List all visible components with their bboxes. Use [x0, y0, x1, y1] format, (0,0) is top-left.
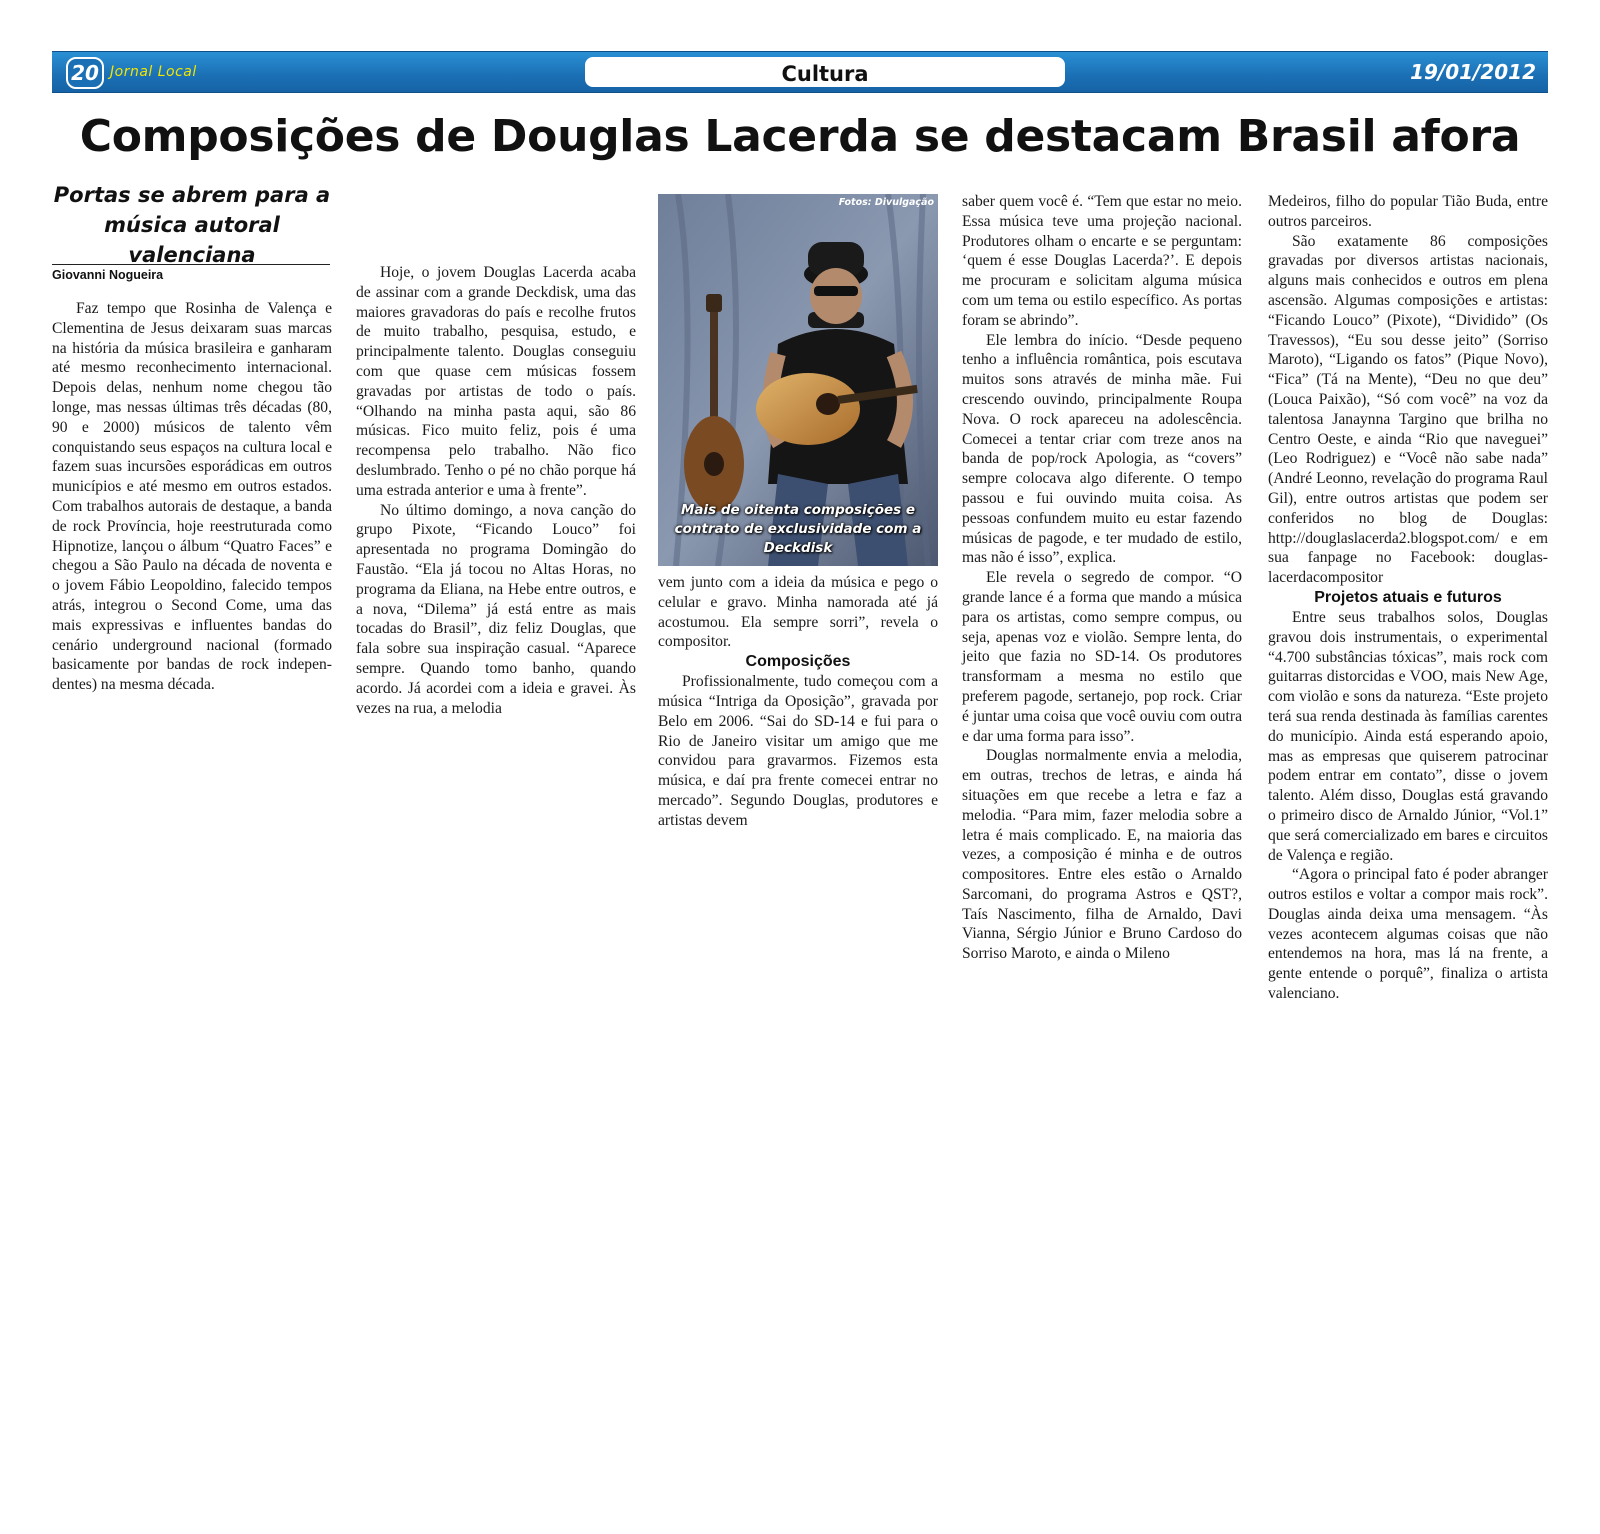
article-photo [658, 194, 938, 566]
paragraph: vem junto com a ideia da música e pego o celular e gravo. Minha namorada até já acostumou. Ela sempre sorri”, revela o compositor. [658, 574, 938, 651]
paragraph: São exatamente 86 composições gravadas por diversos artistas nacionais, alguns mais conhecidos e outros em plena ascensão. Algumas composições e artistas: “Ficando Louco” (Pixote), “Dividido” (Os Travessos), “Eu sou desse jeito” (Sorriso Maroto), “Ligando os fatos” (Pique Novo), “Fica” (Tá na Mente), “Deu no que deu” (Louca Paixão), “Só com você” na voz da talentosa Janaynna Targino que brilha no Centro Oeste, e ainda “Rio que naveguei” (Leo Rodriguez) e “Você não sabe nada” (André Leonno, revelação do programa Raul Gil), entre outros artistas que podem ser conferidos no blog de Douglas: http://douglaslacerda2.blogspot.com/ e em sua fanpage no Facebook: douglaslacerdacompositor [1268, 232, 1548, 587]
paragraph: saber quem você é. “Tem que estar no meio. Essa música teve uma projeção nacional. Produtores olham o encarte e se perguntam: ‘quem é esse Douglas Lacerda?’. E depois me procuram e solicitam alguma música com um tema ou estilo específico. As portas foram se abrindo”. [962, 193, 1242, 329]
article-column-1 [52, 299, 332, 695]
article-column-5 [1268, 192, 1548, 1004]
page-number: 20 [66, 57, 104, 89]
byline-divider [52, 264, 330, 265]
paragraph: Ele revela o segredo de compor. “O grande lance é a forma que mando a música para os artistas, como sempre compus, ou seja, apenas voz e violão. Sempre lenta, do jeito que fazia no SD-14. Os produtores transformam a mesma no estilo que preferem pagode, sertanejo, pop rock. Criar é juntar uma coisa que você ouviu com outra e dar uma forma para isso”. [962, 569, 1242, 745]
paragraph: Douglas normalmente envia a melodia, em outras, trechos de letras, e ainda há situações em que recebe a letra e faz a melodia. “Para mim, fazer melodia sobre a letra é mais complicado. E, na maioria das vezes, a composição é minha e de outros compositores. Entre eles estão o Arnaldo Sarcomani, do programa Astros e QST?, Taís Nascimento, filha de Arnaldo, Davi Vianna, Sérgio Júnior e Bruno Cardoso do Sorriso Maroto, e ainda o Mileno [962, 747, 1242, 963]
issue-date: 19/01/2012 [1410, 60, 1536, 84]
paragraph: Medeiros, filho do popular Tião Buda, entre outros parceiros. [1268, 193, 1548, 230]
paragraph: Hoje, o jovem Douglas Lacerda acaba de assinar com a grande Deckdisk, uma das maiores gravadoras do país e recolhe frutos de muito trabalho, pesquisa, estudo, e principalmente talento. Douglas conseguiu com que quase cem músicas fossem gravadas por artistas de todo o país. “Olhando na minha pasta aqui, são 86 músicas. Fico muito feliz, pois é uma recompensa pelo trabalho. Não fico deslumbrado. Tenho o pé no chão porque há uma estrada anterior e uma à frente”. [356, 264, 636, 499]
article-headline: Composições de Douglas Lacerda se destacam Brasil afora [79, 111, 1521, 162]
paragraph: Faz tempo que Rosinha de Valença e Clementina de Jesus deixaram suas marcas na história da música brasileira e ganharam até mesmo reconhecimento internacional. Depois delas, nenhum nome chegou tão longe, mas nessas últimas três décadas (80, 90 e 2000) músicos de talento vêm conquistando seus espaços na cultura local e fazem suas incursões esporádicas em outros municípios e até mesmo em outros estados. Com trabalhos autorais de destaque, a banda de rock Província, hoje reestruturada como Hipnotize, lançou o álbum “Quatro Faces” e chegou a São Paulo na década de noventa e o jovem Fábio Leopoldino, falecido tempos atrás, integrou o Second Come, uma das mais expressivas e influentes bandas do cenário underground nacional (formado basicamente por bandas de rock independentes) na mesma década. [52, 300, 332, 694]
article-byline: Giovanni Nogueira [52, 268, 164, 282]
article-column-4 [962, 192, 1242, 964]
subsection-heading-composicoes: Composições [745, 653, 851, 671]
subsection-heading-projetos: Projetos atuais e futuros [1314, 588, 1502, 606]
paragraph: No último domingo, a nova canção do grupo Pixote, “Ficando Louco” foi apresentada no programa Domingão do Faustão. “Ela já tocou no Altas Horas, no programa da Eliana, na Hebe entre outros, e a nova, “Dilema” já está entre as mais tocadas do Brasil”, diz feliz Douglas, que fala sobre sua inspiração casual. “Aparece sempre. Quando tomo banho, quando acordo. Já acordei com a ideia e gravei. Às vezes na rua, a melodia [356, 501, 636, 717]
newspaper-name: Jornal Local [110, 64, 197, 80]
article-subheadline: Portas se abrem para a música autoral valenciana [53, 183, 331, 267]
newspaper-header-bar [52, 51, 1548, 93]
article-column-3 [658, 573, 938, 831]
photo-credit: Fotos: Divulgação [838, 197, 934, 208]
paragraph: Profissionalmente, tudo começou com a música “Intriga da Oposição”, gravada por Belo em 2006. “Sai do SD-14 e fui para o Rio de Janeiro visitar um amigo que me convidou para gravarmos. Fizemos esta música, e daí pra frente comecei entrar no mercado”. Segundo Douglas, produtores e artistas devem [658, 673, 938, 829]
paragraph: “Agora o principal fato é poder abranger outros estilos e voltar a compor mais rock”. Douglas ainda deixa uma mensagem. “Às vezes acontecem algumas coisas que não entendemos na hora, mas lá na frente, a gente entende o porquê”, finaliza o artista valenciano. [1268, 866, 1548, 1003]
section-title: Cultura [585, 57, 1065, 87]
paragraph: Ele lembra do início. “Desde pequeno tenho a influência romântica, pois escutava muitos sons através de minha mãe. Fui crescendo ouvindo, principalmente Roupa Nova. O rock apareceu na adolescência. Comecei a tentar criar com treze anos na banda de pop/rock Apologia, as “covers” sempre colocava algo diferente. O tempo passou e fui ouvindo muita coisa. As pessoas confundem muito eu estar fazendo músicas de pagode, e ter mudado de estilo, mas não é isso”, explica. [962, 331, 1242, 567]
photo-caption: Mais de oitenta composições e contrato de exclusividade com a Deckdisk [674, 502, 922, 556]
article-column-2 [356, 263, 636, 718]
paragraph: Entre seus trabalhos solos, Douglas gravou dois instrumentais, o experimental “4.700 substâncias tóxicas”, mais rock com guitarras distorcidas e VOO, mais New Age, com violão e sons da natureza. “Este projeto terá sua renda destinada às famílias carentes do município. Ainda está esperando apoio, mas as empresas que quiserem patrocinar podem entrar em contato”, disse o jovem talento. Além disso, Douglas está gravando o primeiro disco de Arnaldo Júnior, “Vol.1” que será comercializado em bares e circuitos de Valença e região. [1268, 608, 1548, 864]
